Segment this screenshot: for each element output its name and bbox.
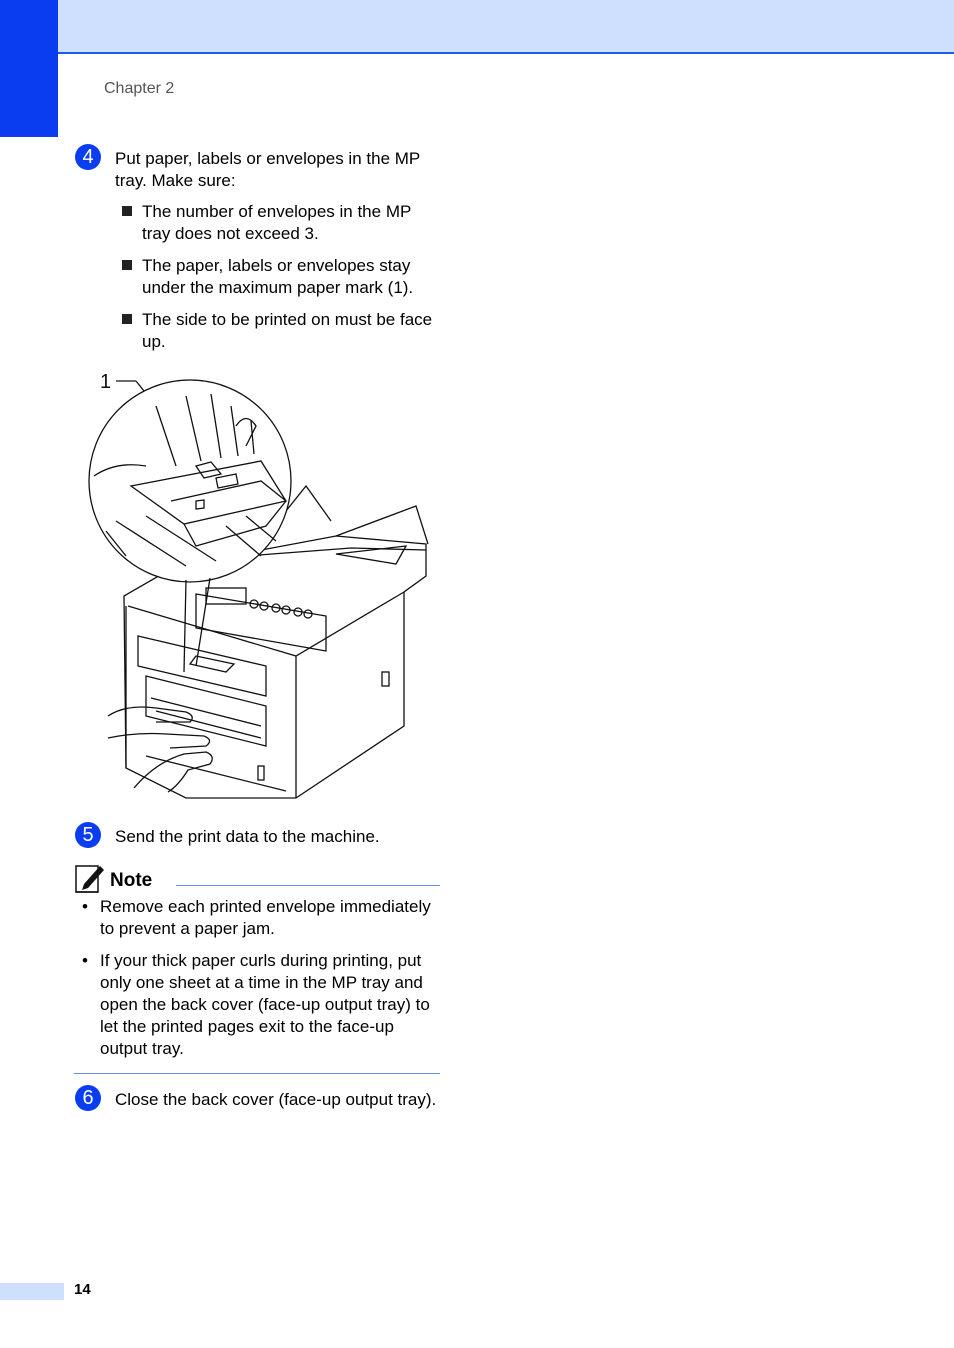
checklist-item: The side to be printed on must be face up. — [122, 309, 442, 353]
note-item: • Remove each printed envelope immediately to prevent a paper jam. — [82, 897, 431, 938]
chapter-tab — [0, 0, 58, 137]
printer-drawing — [86, 366, 440, 802]
checklist — [122, 201, 442, 363]
note-item: • If your thick paper curls during printing, put only one sheet at a time in the MP tray and open the back cover (face-up output tray) to let the printed pages exit to the face-up output tray. — [82, 951, 430, 1058]
bullet-dot-icon: • — [82, 897, 88, 916]
checklist-item: The number of envelopes in the MP tray does not exceed 3. — [122, 201, 442, 245]
step-text: Close the back cover (face-up output tray). — [115, 1090, 437, 1109]
note-title: Note — [110, 870, 153, 891]
note-pencil-icon — [74, 862, 106, 894]
footer-band — [0, 1283, 64, 1300]
square-bullet-icon — [122, 260, 132, 270]
step-number-badge: 5 — [75, 822, 101, 848]
chapter-label: Chapter 2 — [104, 80, 175, 97]
square-bullet-icon — [122, 314, 132, 324]
note-rule — [176, 885, 440, 886]
checklist-item: The paper, labels or envelopes stay under the maximum paper mark (1). — [122, 255, 442, 299]
step-number-badge: 6 — [75, 1085, 101, 1111]
magnified-detail — [89, 380, 291, 672]
callout-label: 1 — [100, 371, 112, 393]
note-header — [74, 862, 440, 894]
page-number: 14 — [74, 1281, 91, 1298]
step-text: Put paper, labels or envelopes in the MP tray. Make sure: — [115, 149, 420, 190]
note-end-rule — [74, 1073, 440, 1074]
bullet-dot-icon: • — [82, 951, 88, 970]
printer-illustration — [86, 366, 440, 802]
step-text: Send the print data to the machine. — [115, 827, 380, 846]
note-list — [82, 896, 442, 1070]
square-bullet-icon — [122, 206, 132, 216]
header-band — [0, 0, 954, 54]
step-number-badge: 4 — [75, 144, 101, 170]
